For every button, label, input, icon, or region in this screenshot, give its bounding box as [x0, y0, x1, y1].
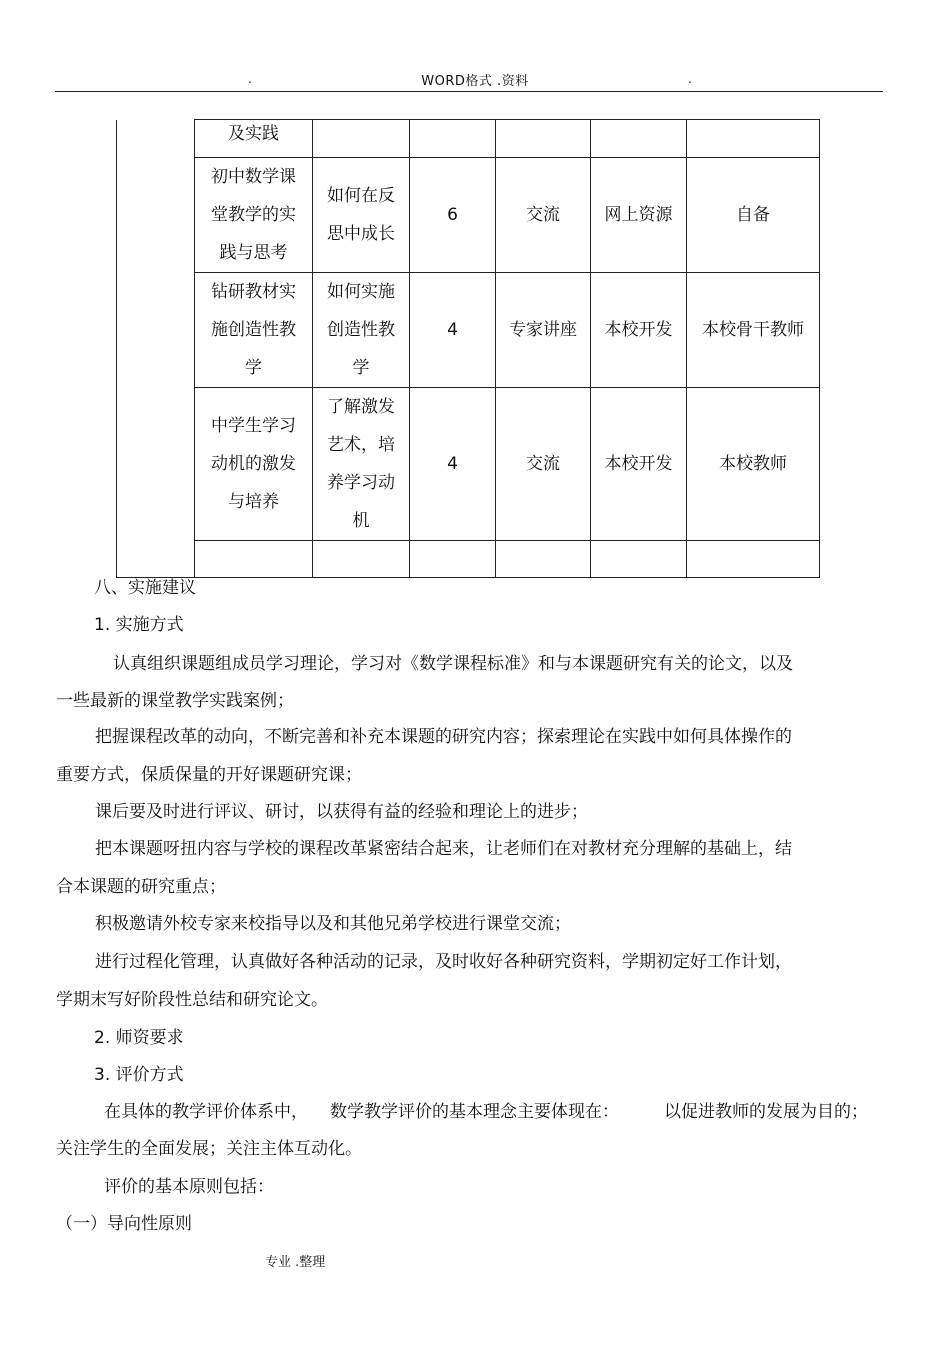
paragraph-segment: 数学教学评价的基本理念主要体现在： — [330, 1102, 619, 1122]
table-left-merged-cell — [117, 120, 195, 578]
table-cell-name: 中学生学习动机的激发与培养 — [195, 388, 313, 541]
course-table — [116, 119, 820, 578]
table-cell-name: 钻研教材实施创造性教学 — [195, 273, 313, 388]
table-cell-hours: 4 — [410, 273, 496, 388]
table-cell-teacher — [687, 541, 820, 578]
paragraph-line: 课后要及时进行评议、研讨，以获得有益的经验和理论上的进步； — [95, 802, 588, 822]
paragraph-segment: 以促进教师的发展为目的； — [664, 1102, 868, 1122]
table-cell-source — [591, 120, 687, 158]
table-cell-purpose: 如何在反思中成长 — [313, 158, 410, 273]
table-cell-teacher — [687, 120, 820, 158]
table-cell-form — [496, 541, 591, 578]
table-row — [117, 273, 820, 388]
header-dot-left: . — [248, 72, 252, 86]
section-heading: 八、实施建议 — [94, 578, 196, 598]
subsection-heading: 1. 实施方式 — [94, 615, 184, 635]
paragraph-line: 把本课题呀扭内容与学校的课程改革紧密结合起来，让老师们在对教材充分理解的基础上，结 — [95, 839, 792, 859]
table-cell-purpose — [313, 541, 410, 578]
table-cell-hours — [410, 541, 496, 578]
subsection-heading: 3. 评价方式 — [94, 1065, 184, 1085]
table-cell-name — [195, 541, 313, 578]
table-row — [117, 541, 820, 578]
table-cell-purpose — [313, 120, 410, 158]
table-cell-source: 本校开发 — [591, 273, 687, 388]
table-cell-purpose: 了解激发艺术，培养学习动机 — [313, 388, 410, 541]
paragraph-line: 评价的基本原则包括： — [104, 1177, 274, 1197]
paragraph-line: 学期末写好阶段性总结和研究论文。 — [56, 990, 328, 1010]
table-cell-source: 网上资源 — [591, 158, 687, 273]
paragraph-segment: 在具体的教学评价体系中， — [104, 1102, 308, 1122]
subsection-heading: （一）导向性原则 — [56, 1214, 192, 1234]
table-row — [117, 120, 820, 158]
paragraph-line: 积极邀请外校专家来校指导以及和其他兄弟学校进行课堂交流； — [95, 914, 571, 934]
table-cell-teacher: 自备 — [687, 158, 820, 273]
table-cell-form — [496, 120, 591, 158]
header-title: WORD格式 .资料 — [421, 74, 529, 89]
table-cell-source — [591, 541, 687, 578]
footer-text: 专业 .整理 — [265, 1255, 326, 1270]
table-cell-hours: 4 — [410, 388, 496, 541]
table-cell-hours — [410, 120, 496, 158]
table-row — [117, 158, 820, 273]
table-row — [117, 388, 820, 541]
table-cell-form: 交流 — [496, 388, 591, 541]
table-cell-purpose: 如何实施创造性教学 — [313, 273, 410, 388]
table-cell-form: 专家讲座 — [496, 273, 591, 388]
paragraph-line: 重要方式，保质保量的开好课题研究课； — [56, 765, 362, 785]
table-cell-teacher: 本校骨干教师 — [687, 273, 820, 388]
table-cell-name: 及实践 — [195, 120, 313, 158]
header-rule — [55, 91, 883, 92]
subsection-heading: 2. 师资要求 — [94, 1028, 184, 1048]
paragraph-line: 一些最新的课堂教学实践案例； — [56, 691, 294, 711]
table-cell-source: 本校开发 — [591, 388, 687, 541]
table-cell-hours: 6 — [410, 158, 496, 273]
paragraph-line: 进行过程化管理，认真做好各种活动的记录，及时收好各种研究资料，学期初定好工作计划， — [95, 952, 792, 972]
table-cell-teacher: 本校教师 — [687, 388, 820, 541]
table-cell-form: 交流 — [496, 158, 591, 273]
paragraph-line: 认真组织课题组成员学习理论，学习对《数学课程标准》和与本课题研究有关的论文，以及 — [113, 654, 793, 674]
paragraph-line: 关注学生的全面发展；关注主体互动化。 — [56, 1139, 362, 1159]
table-cell-name: 初中数学课堂教学的实践与思考 — [195, 158, 313, 273]
paragraph-line: 把握课程改革的动向，不断完善和补充本课题的研究内容；探索理论在实践中如何具体操作的 — [95, 727, 792, 747]
paragraph-line: 合本课题的研究重点； — [56, 877, 226, 897]
header-dot-right: . — [688, 72, 692, 86]
